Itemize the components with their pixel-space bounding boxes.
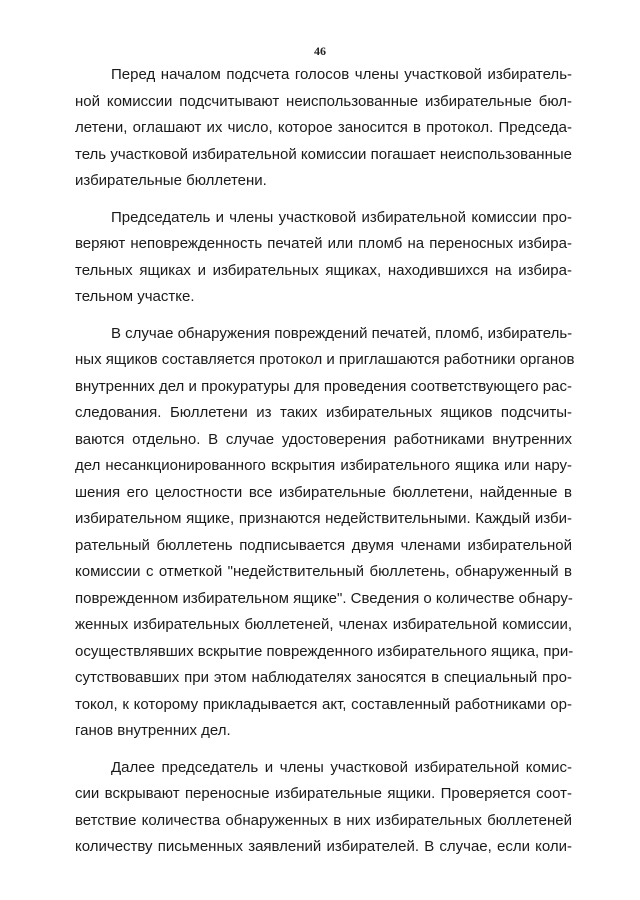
text-line: шения его целостности все избирательные бюллетени, найденные в: [75, 483, 572, 501]
text-line: следования. Бюллетени из таких избирательных ящиков подсчиты-: [75, 404, 572, 421]
text-line: веряют неповрежденность печатей или пломб на переносных избира-: [75, 235, 572, 252]
text-line: тельном участке.: [75, 288, 195, 305]
text-line: ных ящиков составляется протокол и приглашаются работники органов: [75, 351, 575, 368]
document-body: [75, 62, 575, 871]
text-line: тель участковой избирательной комиссии погашает неиспользованные: [75, 145, 572, 163]
text-line: ветствие количества обнаруженных в них избирательных бюллетеней: [75, 811, 572, 829]
text-line: дел несанкционированного вскрытия избирательного ящика или нару-: [75, 457, 572, 474]
text-line: ной комиссии подсчитывают неиспользованные избирательные бюл-: [75, 92, 572, 110]
text-line: сии вскрывают переносные избирательные ящики. Проверяется соот-: [75, 785, 572, 802]
text-line: количеству письменных заявлений избирателей. В случае, если коли-: [75, 838, 572, 855]
text-line: рательный бюллетень подписывается двумя членами избирательной: [75, 536, 572, 554]
text-line: поврежденном избирательном ящике". Сведения о количестве обнару-: [75, 589, 573, 607]
text-line: Перед началом подсчета голосов члены участковой избиратель-: [111, 66, 572, 83]
text-line: В случае обнаружения повреждений печатей, пломб, избиратель-: [111, 324, 573, 342]
paragraph-2: [75, 205, 572, 311]
text-line: Далее председатель и члены участковой избирательной комис-: [111, 758, 572, 776]
text-line: Председатель и члены участковой избирательной комиссии про-: [111, 208, 572, 226]
paragraph-4: [75, 755, 572, 861]
text-line: избирательные бюллетени.: [75, 172, 267, 189]
text-line: женных избирательных бюллетеней, членах избирательной комиссии,: [75, 616, 572, 633]
text-line: внутренних дел и прокуратуры для проведения соответствующего рас-: [75, 377, 572, 395]
text-line: ганов внутренних дел.: [75, 722, 231, 739]
paragraph-1: [75, 62, 572, 195]
text-line: осуществлявших вскрытие поврежденного избирательного ящика, при-: [75, 642, 574, 660]
page-number: 46: [314, 44, 326, 58]
text-line: сутствовавших при этом наблюдателях заносятся в специальный про-: [75, 669, 572, 686]
text-line: токол, к которому прикладывается акт, составленный работниками ор-: [75, 695, 572, 713]
text-line: летени, оглашают их число, которое заносится в протокол. Председа-: [75, 119, 572, 136]
text-line: ваются отдельно. В случае удостоверения работниками внутренних: [75, 430, 572, 448]
text-line: избирательном ящике, признаются недействительными. Каждый изби-: [75, 510, 572, 527]
paragraph-3: [75, 321, 575, 745]
text-line: комиссии с отметкой "недействительный бюллетень, обнаруженный в: [75, 563, 572, 580]
text-line: тельных ящиках и избирательных ящиках, находившихся на избира-: [75, 261, 572, 279]
